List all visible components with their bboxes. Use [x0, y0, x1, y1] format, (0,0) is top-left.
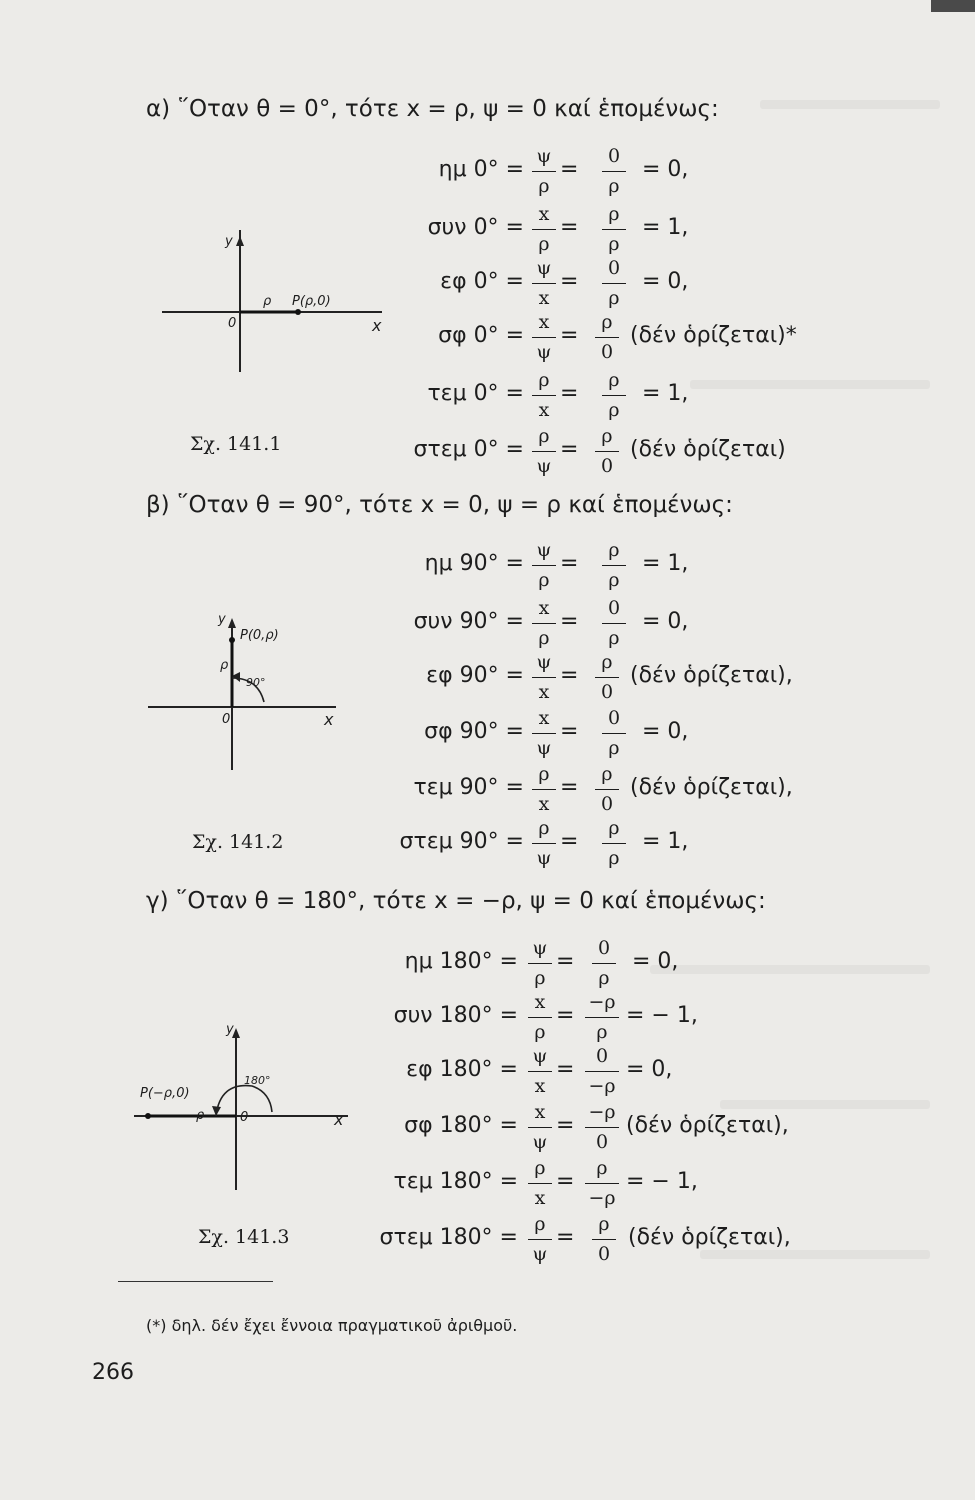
numerator: ψ: [532, 1045, 548, 1067]
equation-lhs: τεμ 90° =: [413, 775, 524, 800]
fraction-bar: [532, 623, 556, 624]
fraction: [595, 763, 619, 819]
fraction-bar: [532, 843, 556, 844]
fraction-bar: [595, 451, 619, 452]
equation-lhs: ημ 180° =: [404, 949, 518, 974]
origin-label: 0: [240, 1110, 249, 1125]
equals-sign: =: [560, 775, 579, 800]
fraction: [602, 369, 626, 425]
x-axis-label: x: [334, 1110, 344, 1129]
fraction: [602, 817, 626, 873]
fraction-bar: [585, 1071, 619, 1072]
fraction: [585, 1157, 619, 1213]
equation-lhs: τεμ 180° =: [393, 1169, 518, 1194]
denominator: ρ: [608, 233, 620, 255]
equals-sign: =: [560, 437, 579, 462]
equals-sign: =: [560, 719, 579, 744]
page-number: 266: [92, 1360, 134, 1385]
equation-result: = 0,: [626, 1057, 673, 1082]
numerator: ρ: [601, 311, 613, 333]
denominator: ρ: [608, 287, 620, 309]
fraction-bar: [532, 229, 556, 230]
fraction-bar: [602, 623, 626, 624]
denominator: x: [538, 287, 550, 309]
numerator: ρ: [538, 817, 550, 839]
numerator: x: [534, 991, 546, 1013]
denominator: ρ: [596, 1021, 608, 1043]
fraction: [602, 203, 626, 259]
numerator: ρ: [598, 1213, 610, 1235]
numerator: ψ: [532, 937, 548, 959]
denominator: x: [534, 1075, 546, 1097]
origin-label: 0: [228, 316, 237, 331]
denominator: ρ: [534, 967, 546, 989]
point-label: P(0,ρ): [240, 628, 279, 643]
x-axis-label: x: [324, 710, 334, 729]
y-axis-label: y: [225, 234, 233, 249]
fraction: [592, 937, 616, 993]
fraction: [532, 145, 556, 201]
equals-sign: =: [560, 215, 579, 240]
numerator: ρ: [608, 817, 620, 839]
denominator: 0: [600, 341, 614, 363]
y-axis-arrow-icon: [228, 618, 236, 628]
equation-lhs: συν 180° =: [393, 1003, 518, 1028]
fraction: [532, 539, 556, 595]
equation-lhs: σφ 90° =: [424, 719, 524, 744]
fraction-bar: [532, 337, 556, 338]
numerator: ρ: [601, 425, 613, 447]
denominator: ρ: [608, 737, 620, 759]
figure-caption: Σχ. 141.2: [192, 831, 284, 853]
fraction: [532, 369, 556, 425]
denominator: ψ: [532, 1243, 548, 1265]
fraction-bar: [532, 565, 556, 566]
fraction: [532, 597, 556, 653]
fraction-bar: [602, 171, 626, 172]
fraction-bar: [532, 789, 556, 790]
equation-lhs: συν 0° =: [427, 215, 524, 240]
origin-label: 0: [222, 712, 231, 727]
denominator: ρ: [538, 569, 550, 591]
fraction-bar: [602, 733, 626, 734]
equation-result: = 0,: [642, 609, 689, 634]
equation-lhs: εφ 90° =: [426, 663, 524, 688]
y-axis-label: y: [218, 612, 226, 627]
numerator: x: [538, 597, 550, 619]
denominator: x: [538, 681, 550, 703]
fraction-bar: [528, 1071, 552, 1072]
fraction: [602, 707, 626, 763]
equation-result: (δέν ὁρίζεται): [630, 437, 786, 462]
fraction: [585, 991, 619, 1047]
bleed-through: [760, 100, 940, 109]
fraction-bar: [595, 337, 619, 338]
fraction: [528, 937, 552, 993]
denominator: ρ: [598, 967, 610, 989]
equation-result: = 1,: [642, 829, 689, 854]
equation-lhs: τεμ 0° =: [427, 381, 524, 406]
bleed-through: [700, 1250, 930, 1259]
equation-lhs: στεμ 90° =: [399, 829, 524, 854]
fraction-bar: [528, 1239, 552, 1240]
denominator: ψ: [536, 737, 552, 759]
equals-sign: =: [560, 551, 579, 576]
equals-sign: =: [556, 1057, 575, 1082]
fraction: [532, 817, 556, 873]
numerator: x: [534, 1101, 546, 1123]
equals-sign: =: [556, 949, 575, 974]
fraction-bar: [602, 229, 626, 230]
fraction-bar: [602, 283, 626, 284]
fraction: [532, 651, 556, 707]
denominator: −ρ: [588, 1075, 616, 1097]
equation-lhs: ημ 90° =: [424, 551, 524, 576]
equals-sign: =: [560, 609, 579, 634]
equation-result: = 0,: [642, 157, 689, 182]
numerator: ψ: [536, 539, 552, 561]
numerator: 0: [607, 597, 621, 619]
numerator: ρ: [601, 651, 613, 673]
figure-141-1: [150, 230, 400, 380]
denominator: 0: [595, 1131, 609, 1153]
denominator: −ρ: [588, 1187, 616, 1209]
equation-result: (δέν ὁρίζεται),: [628, 1225, 791, 1250]
equals-sign: =: [556, 1113, 575, 1138]
denominator: ρ: [608, 175, 620, 197]
equation-result: = 1,: [642, 215, 689, 240]
numerator: 0: [597, 937, 611, 959]
fraction: [602, 257, 626, 313]
denominator: ρ: [608, 627, 620, 649]
fraction: [528, 1157, 552, 1213]
equals-sign: =: [560, 829, 579, 854]
equation-row: [300, 1208, 518, 1268]
numerator: x: [538, 203, 550, 225]
numerator: ρ: [538, 763, 550, 785]
denominator: ρ: [538, 175, 550, 197]
fraction-bar: [602, 395, 626, 396]
equation-result: = 0,: [642, 269, 689, 294]
fraction-bar: [585, 1127, 619, 1128]
equals-sign: =: [560, 663, 579, 688]
equals-sign: =: [560, 269, 579, 294]
denominator: x: [534, 1187, 546, 1209]
fraction-bar: [528, 1127, 552, 1128]
fraction: [595, 651, 619, 707]
fraction: [528, 1045, 552, 1101]
section-alpha-heading: α) ῞Οταν θ = 0°, τότε x = ρ, ψ = 0 καί ἑπομένως:: [146, 96, 719, 122]
numerator: ρ: [608, 539, 620, 561]
denominator: ψ: [532, 1131, 548, 1153]
numerator: ρ: [538, 425, 550, 447]
equation-result: (δέν ὁρίζεται),: [626, 1113, 789, 1138]
denominator: ψ: [536, 341, 552, 363]
denominator: 0: [600, 681, 614, 703]
equation-lhs: συν 90° =: [413, 609, 524, 634]
angle-label: 180°: [244, 1074, 271, 1087]
fraction: [592, 1213, 616, 1269]
footnote: (*) δηλ. δέν ἔχει ἔννοια πραγματικοῦ ἀριθμοῦ.: [146, 1316, 518, 1335]
numerator: 0: [595, 1045, 609, 1067]
section-gamma-heading: γ) ῞Οταν θ = 180°, τότε x = −ρ, ψ = 0 καί ἑπομένως:: [146, 888, 766, 914]
denominator: 0: [600, 455, 614, 477]
denominator: ρ: [538, 233, 550, 255]
y-axis-arrow-icon: [236, 236, 244, 246]
fraction-bar: [585, 1183, 619, 1184]
angle-label: 90°: [246, 676, 266, 689]
numerator: 0: [607, 707, 621, 729]
equals-sign: =: [560, 157, 579, 182]
fraction: [528, 1101, 552, 1157]
numerator: ρ: [601, 763, 613, 785]
point-marker: [295, 309, 301, 315]
equation-result: = − 1,: [626, 1169, 698, 1194]
numerator: ψ: [536, 257, 552, 279]
equation-result: (δέν ὁρίζεται),: [630, 663, 793, 688]
fraction: [602, 597, 626, 653]
equation-result: = 1,: [642, 381, 689, 406]
numerator: −ρ: [588, 1101, 616, 1123]
fraction: [585, 1101, 619, 1157]
denominator: ρ: [608, 569, 620, 591]
fraction: [602, 539, 626, 595]
denominator: x: [538, 793, 550, 815]
equation-lhs: στεμ 180° =: [379, 1225, 518, 1250]
scan-edge: [931, 0, 975, 12]
fraction-bar: [595, 677, 619, 678]
equation-result: (δέν ὁρίζεται),: [630, 775, 793, 800]
equation-row: [300, 140, 524, 200]
fraction: [532, 763, 556, 819]
equation-lhs: στεμ 0° =: [413, 437, 524, 462]
equation-row: [300, 812, 524, 872]
denominator: x: [538, 399, 550, 421]
equation-lhs: σφ 180° =: [404, 1113, 518, 1138]
bleed-through: [720, 1100, 930, 1109]
point-marker: [229, 637, 235, 643]
fraction: [532, 707, 556, 763]
x-axis-label: x: [372, 316, 382, 335]
fraction-bar: [592, 1239, 616, 1240]
equation-result: (δέν ὁρίζεται)*: [630, 323, 797, 348]
numerator: ρ: [608, 203, 620, 225]
fraction-bar: [585, 1017, 619, 1018]
equation-result: = 0,: [632, 949, 679, 974]
numerator: ρ: [538, 369, 550, 391]
bleed-through: [690, 380, 930, 389]
figure-caption: Σχ. 141.3: [198, 1226, 290, 1248]
fraction-bar: [592, 963, 616, 964]
numerator: ψ: [536, 145, 552, 167]
numerator: −ρ: [588, 991, 616, 1013]
denominator: ρ: [534, 1021, 546, 1043]
fraction-bar: [528, 1017, 552, 1018]
fraction-bar: [528, 1183, 552, 1184]
equals-sign: =: [560, 381, 579, 406]
numerator: ρ: [534, 1157, 546, 1179]
point-label: P(ρ,0): [292, 294, 331, 309]
fraction-bar: [532, 733, 556, 734]
numerator: ψ: [536, 651, 552, 673]
fraction: [595, 425, 619, 481]
equation-result: = 0,: [642, 719, 689, 744]
equation-result: = − 1,: [626, 1003, 698, 1028]
bleed-through: [650, 965, 930, 974]
numerator: 0: [607, 257, 621, 279]
figure-caption: Σχ. 141.1: [190, 433, 282, 455]
equals-sign: =: [556, 1169, 575, 1194]
numerator: 0: [607, 145, 621, 167]
fraction: [585, 1045, 619, 1101]
fraction: [528, 991, 552, 1047]
equals-sign: =: [556, 1003, 575, 1028]
fraction-bar: [532, 395, 556, 396]
denominator: 0: [600, 793, 614, 815]
equation-lhs: σφ 0° =: [438, 323, 524, 348]
numerator: x: [538, 707, 550, 729]
denominator: ρ: [608, 847, 620, 869]
equation-row: [300, 932, 518, 992]
numerator: x: [538, 311, 550, 333]
numerator: ρ: [534, 1213, 546, 1235]
fraction-bar: [602, 565, 626, 566]
denominator: ψ: [536, 455, 552, 477]
fraction-bar: [532, 283, 556, 284]
equation-lhs: εφ 0° =: [440, 269, 524, 294]
fraction-bar: [602, 843, 626, 844]
numerator: ρ: [608, 369, 620, 391]
footnote-rule: [118, 1281, 273, 1282]
equals-sign: =: [556, 1225, 575, 1250]
point-label: P(−ρ,0): [140, 1086, 190, 1101]
equation-lhs: ημ 0° =: [438, 157, 524, 182]
fraction-bar: [532, 451, 556, 452]
fraction: [532, 425, 556, 481]
equation-result: = 1,: [642, 551, 689, 576]
rho-label: ρ: [196, 1108, 205, 1123]
fraction: [532, 203, 556, 259]
fraction: [602, 145, 626, 201]
equation-row: [300, 420, 524, 480]
y-axis-label: y: [226, 1022, 234, 1037]
fraction-bar: [532, 171, 556, 172]
denominator: ρ: [538, 627, 550, 649]
point-marker: [145, 1113, 151, 1119]
fraction: [532, 311, 556, 367]
rho-label: ρ: [263, 294, 272, 309]
fraction-bar: [595, 789, 619, 790]
fraction: [528, 1213, 552, 1269]
rho-label: ρ: [220, 658, 229, 673]
fraction-bar: [528, 963, 552, 964]
equals-sign: =: [560, 323, 579, 348]
denominator: ψ: [536, 847, 552, 869]
fraction: [595, 311, 619, 367]
fraction: [532, 257, 556, 313]
equation-lhs: εφ 180° =: [406, 1057, 518, 1082]
equation-row: [300, 534, 524, 594]
numerator: ρ: [596, 1157, 608, 1179]
denominator: ρ: [608, 399, 620, 421]
fraction-bar: [532, 677, 556, 678]
denominator: 0: [597, 1243, 611, 1265]
section-beta-heading: β) ῞Οταν θ = 90°, τότε x = 0, ψ = ρ καί ἑπομένως:: [146, 492, 733, 518]
